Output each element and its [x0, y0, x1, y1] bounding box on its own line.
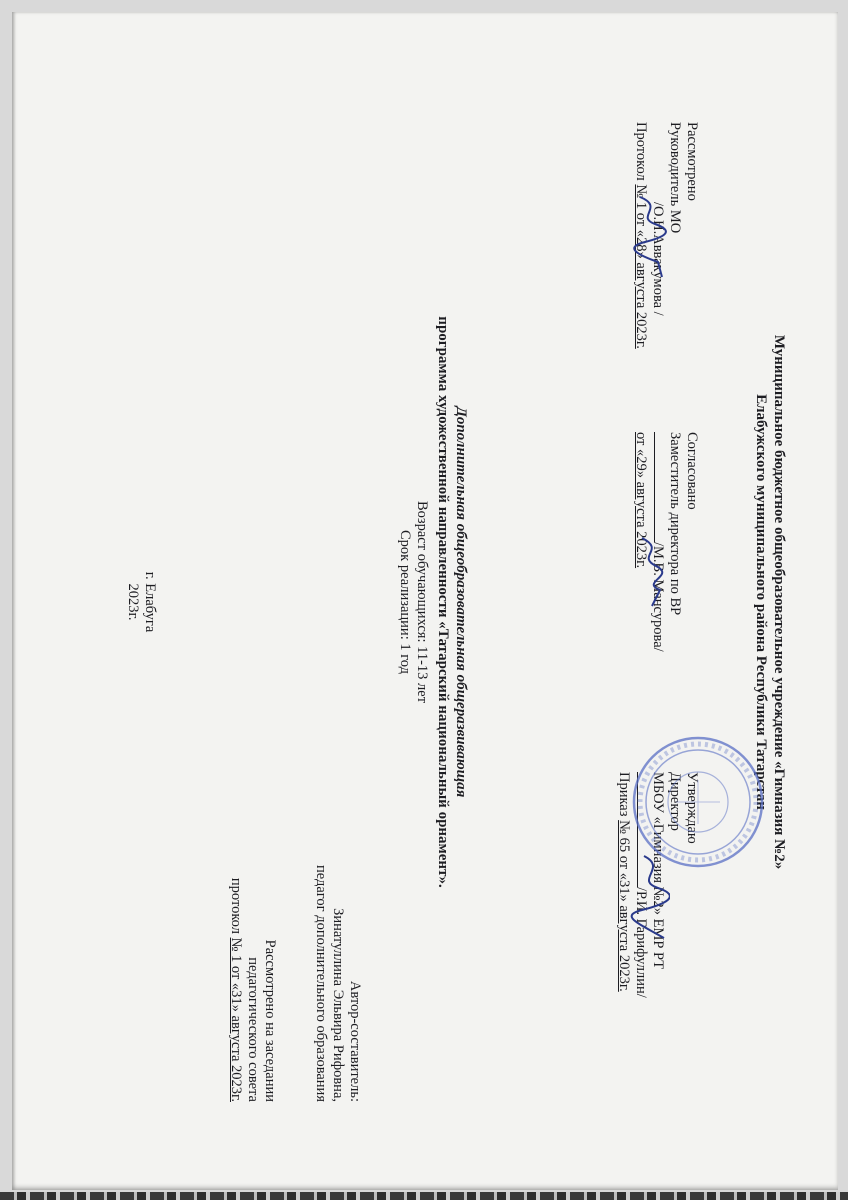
city: г. Елабуга [142, 571, 158, 633]
approved-label: Утверждаю [684, 772, 700, 844]
year: 2023г. [125, 583, 141, 621]
implementation-term: Срок реализации: 1 год [397, 529, 413, 675]
city-year-block [124, 462, 158, 742]
students-age: Возраст обучающихся: 11-13 лет [414, 500, 430, 704]
author-label: Автор-составитель: [347, 980, 363, 1102]
agreed-date: от «29» августа 2023г. [633, 432, 649, 569]
council-line1: Рассмотрено на заседании [262, 939, 278, 1102]
program-meta [396, 312, 430, 892]
program-title [434, 162, 470, 1042]
council-protocol: № 1 от «31» августа 2023г. [228, 937, 244, 1102]
considered-protocol: № 1 от «28» августа 2023г. [633, 184, 649, 349]
author-block [312, 852, 363, 1102]
program-title-line1: Дополнительная общеобразовательная общеразвивающая [453, 406, 469, 798]
agreed-label: Согласовано [684, 432, 700, 510]
council-block [227, 852, 278, 1102]
official-seal-stamp [628, 732, 768, 872]
council-protocol-prefix: протокол [228, 877, 244, 938]
scanner-edge-strip [0, 1192, 848, 1200]
approved-org: МБОУ «Гимназия №2» ЕМР РТ [650, 772, 666, 970]
council-line2: педагогического совета [245, 957, 261, 1102]
approved-order-prefix: Приказ [616, 772, 632, 821]
considered-name: /О.Н.Аввакумова / [650, 202, 666, 316]
considered-protocol-prefix: Протокол [633, 122, 649, 185]
scanned-page [12, 12, 838, 1190]
agreed-role: Заместитель директора по ВР [667, 432, 683, 616]
approved-role: Директор [667, 772, 683, 831]
district-name: Елабужского муниципального района Республики Татарстан [753, 394, 769, 810]
institution-name: Муниципальное бюджетное общеобразовательное учреждение «Гимназия №2» [771, 334, 787, 870]
considered-role: Руководитель МО [667, 122, 683, 234]
signature-mansurova [630, 532, 670, 612]
signature-avvakumova [630, 192, 670, 282]
agreed-name: /М.В. Мансурова/ [650, 542, 666, 652]
rotated-content [12, 12, 838, 1190]
approved-name: /Р.И. Гарифуллин/ [633, 887, 649, 998]
council-protocol-line [227, 852, 244, 1102]
author-name: Зинатуллина Эльвира Рифовна, [330, 908, 346, 1102]
approved-order: № 65 от «31» августа 2023г. [616, 820, 632, 992]
author-position: педагог дополнительного образования [313, 864, 329, 1102]
program-title-line2: программа художественной направленности «Татарский национальный орнамент». [435, 316, 451, 888]
institution-title [752, 162, 788, 1042]
considered-label: Рассмотрено [684, 122, 700, 201]
